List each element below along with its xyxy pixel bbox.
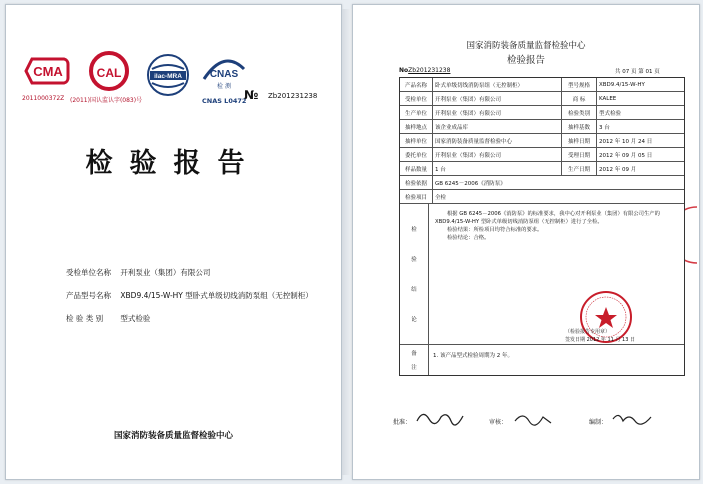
table-row <box>400 147 684 161</box>
cell-label: 生产单位 <box>404 110 427 117</box>
cell-label: 生产日期 <box>561 162 596 175</box>
report-number-value: Zb201231238 <box>408 67 451 74</box>
notes-text: 1. 该产品型式检验周期为 2 年。 <box>433 353 513 359</box>
label-char: 注 <box>411 365 417 371</box>
field-value: 型式检验 <box>120 314 151 323</box>
cell-label: 型号规格 <box>561 78 596 91</box>
cell-value: 3 台 <box>596 120 684 133</box>
cnas-logo <box>200 55 248 97</box>
cell-value: 开利泵业（集团）有限公司 <box>432 148 561 161</box>
cell-label: 抽样单位 <box>404 138 427 145</box>
cell-value: 卧式单级切线消防泵组（无控制柜） <box>432 78 561 91</box>
accreditation-logos <box>18 55 338 110</box>
cell-value: 1 台 <box>432 162 561 175</box>
field-value: 开利泵业（集团）有限公司 <box>120 268 211 277</box>
conclusion-label <box>400 204 429 344</box>
report-number-label: No <box>399 67 409 74</box>
field-label: 产品型号名称 <box>66 291 111 300</box>
cell-label: 产品名称 <box>404 82 427 89</box>
signature-compile <box>589 417 607 426</box>
cell-value: 2012 年 09 月 05 日 <box>596 148 684 161</box>
conclusion-section <box>400 203 684 344</box>
sig-label: 编制： <box>589 419 608 426</box>
label-char: 论 <box>411 317 417 323</box>
table-row <box>400 105 684 119</box>
svg-text:CNAS: CNAS <box>209 69 239 80</box>
cell-label: 抽样地点 <box>404 124 427 131</box>
label-char: 结 <box>411 287 417 293</box>
cell-value: KALEE <box>596 92 684 105</box>
page-edge <box>342 9 352 475</box>
report-cover-page <box>5 4 342 480</box>
cell-label: 委托单位 <box>404 152 427 159</box>
cell-label: 检验依据 <box>404 180 427 187</box>
issuing-organization: 国家消防装备质量监督检验中心 <box>113 431 233 441</box>
cell-label: 商 标 <box>561 92 596 105</box>
ilac-mra-logo <box>146 53 190 101</box>
report-number <box>399 67 450 74</box>
header-title: 检验报告 <box>506 55 545 66</box>
report-table <box>399 77 685 376</box>
cma-logo <box>24 55 70 91</box>
cnas-caption: CNAS L0472 <box>202 97 247 105</box>
field-label: 检 验 类 别 <box>66 314 104 323</box>
cma-caption: 2011000372Z <box>22 95 65 102</box>
conclusion-result: 检验结果：所检项目均符合标准的要求。 <box>447 227 543 233</box>
conclusion-paragraph: 根据 GB 6245－2006《消防泵》的标准要求，我中心对开利泵业（集团）有限公司生产的 XBD9.4/15-W-HY 型卧式单级切线消防泵组（无控制柜）进行了全检。 <box>435 211 660 225</box>
table-row <box>400 133 684 147</box>
field-value: XBD9.4/15-W-HY 型卧式单级切线消防泵组（无控制柜） <box>120 291 313 300</box>
svg-text:CMA: CMA <box>33 64 63 79</box>
notes-label <box>400 345 429 375</box>
cell-value: XBD9.4/15-W-HY <box>596 78 684 91</box>
table-row <box>400 175 684 189</box>
cal-logo <box>86 51 132 95</box>
review-signature <box>513 409 553 427</box>
table-row <box>400 78 684 91</box>
compile-signature <box>611 409 657 427</box>
signature-review <box>489 417 507 426</box>
page-title: 检验报告 <box>85 148 262 179</box>
cell-value: 2012 年 09 月 <box>596 162 684 175</box>
svg-text:检 测: 检 测 <box>217 83 231 90</box>
cell-label: 抽样日期 <box>561 134 596 147</box>
sig-label: 批准： <box>393 419 412 426</box>
issue-date: 签发日期 2012 年 11 月 13 日 <box>565 337 635 343</box>
cell-value: 全检 <box>432 190 684 203</box>
cell-value: 国家消防装备质量监督检验中心 <box>432 134 561 147</box>
table-row <box>400 119 684 133</box>
notes-section <box>400 344 684 375</box>
cell-value: 开利泵业（集团）有限公司 <box>432 106 561 119</box>
seal-caption: （检验报告专用章） <box>565 329 611 335</box>
field-product-model <box>66 290 313 301</box>
report-detail-page <box>352 4 700 480</box>
signature-approve <box>393 417 411 426</box>
sig-label: 审核： <box>489 419 508 426</box>
cell-label: 检验类别 <box>561 106 596 119</box>
cell-label: 受检单位 <box>404 96 427 103</box>
conclusion-body <box>429 204 684 344</box>
table-row <box>400 189 684 203</box>
table-row <box>400 91 684 105</box>
field-inspection-type <box>66 313 150 324</box>
cell-value: 2012 年 10 月 24 日 <box>596 134 684 147</box>
certificate-number-label: № <box>244 88 259 102</box>
cell-label: 检验项目 <box>404 194 427 201</box>
certificate-number: Zb201231238 <box>268 92 318 100</box>
label-char: 验 <box>411 257 417 263</box>
conclusion-verdict: 检验结论：合格。 <box>447 235 490 241</box>
cell-label: 抽样基数 <box>561 120 596 133</box>
side-partial-seal <box>685 205 699 269</box>
label-char: 备 <box>411 351 417 357</box>
approve-signature <box>415 407 465 427</box>
cell-label: 样品数量 <box>404 166 427 173</box>
field-label: 受检单位名称 <box>66 268 111 277</box>
svg-text:CAL: CAL <box>96 66 122 80</box>
page-info: 共 07 页 第 01 页 <box>615 69 660 75</box>
cell-value: 该企业成品库 <box>432 120 561 133</box>
cell-value: 型式检验 <box>596 106 684 119</box>
ilac-mra-text: ilac-MRA <box>154 73 182 80</box>
cal-caption: (2011)国认监认字(083)号 <box>70 97 143 104</box>
field-inspected-unit <box>66 267 210 278</box>
cell-label: 受理日期 <box>561 148 596 161</box>
cell-value: 开利泵业（集团）有限公司 <box>432 92 561 105</box>
cell-value: GB 6245－2006《消防泵》 <box>432 176 684 189</box>
table-row <box>400 161 684 175</box>
label-char: 检 <box>411 227 417 233</box>
header-organization: 国家消防装备质量监督检验中心 <box>466 41 586 51</box>
